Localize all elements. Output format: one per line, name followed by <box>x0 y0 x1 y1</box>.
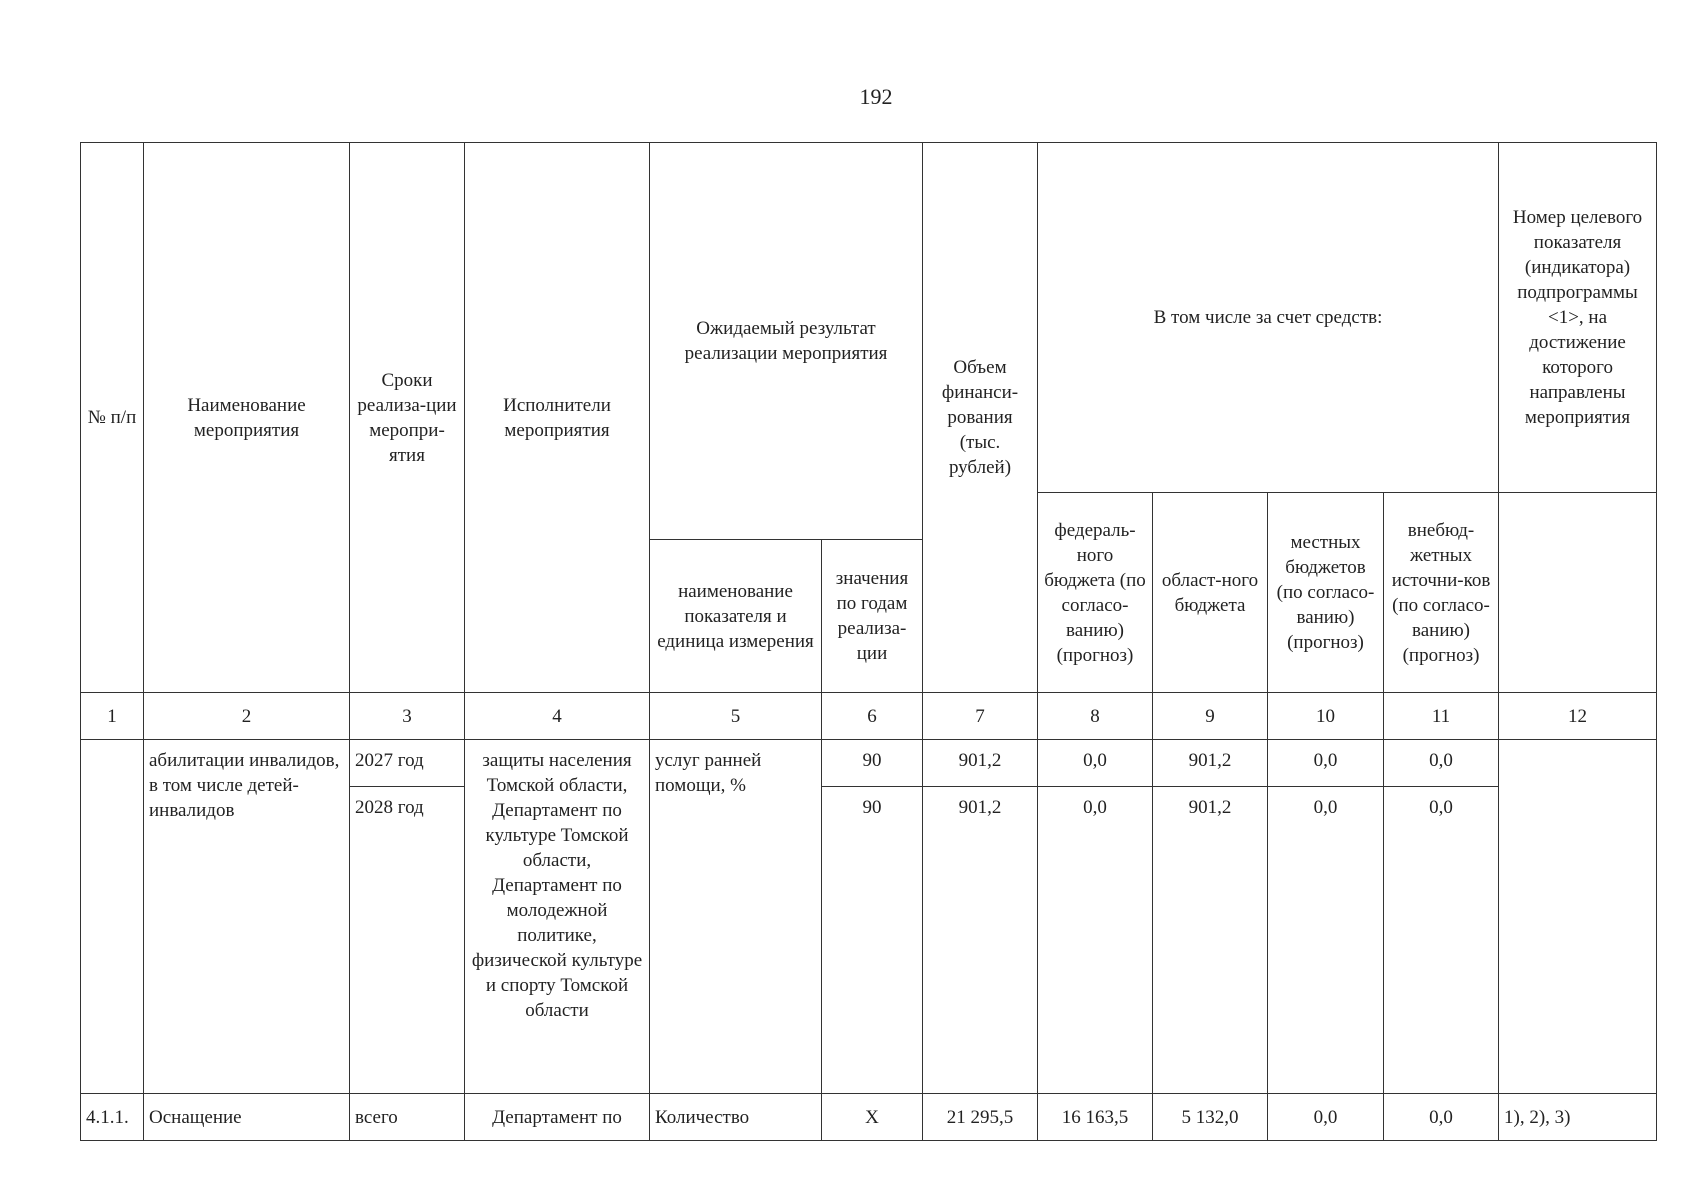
column-number: 12 <box>1499 693 1657 740</box>
header-executors: Исполнители мероприятия <box>465 143 650 693</box>
local-cell: 0,0 <box>1268 740 1384 787</box>
extrabudget-cell: 0,0 <box>1384 1094 1499 1141</box>
column-number: 7 <box>923 693 1038 740</box>
activity-name: Оснащение <box>144 1094 350 1141</box>
regional-cell: 901,2 <box>1153 740 1268 787</box>
table-row <box>81 1094 1657 1141</box>
extrabudget-cell: 0,0 <box>1384 740 1499 787</box>
header-expected-result: Ожидаемый результат реализации мероприятия <box>650 143 923 540</box>
column-number: 8 <box>1038 693 1153 740</box>
column-number: 6 <box>822 693 923 740</box>
term-cell: всего <box>350 1094 465 1141</box>
header-funding: Объем финанси-рования (тыс. рублей) <box>923 143 1038 693</box>
header-values-by-year: значения по годам реализа-ции <box>822 540 923 693</box>
column-number: 10 <box>1268 693 1384 740</box>
federal-cell: 16 163,5 <box>1038 1094 1153 1141</box>
column-number: 4 <box>465 693 650 740</box>
federal-cell: 0,0 <box>1038 787 1153 1094</box>
regional-cell: 901,2 <box>1153 787 1268 1094</box>
block-indicator: услуг ранней помощи, % <box>650 740 822 1094</box>
target-cell: 1), 2), 3) <box>1499 1094 1657 1141</box>
value-cell: 90 <box>822 787 923 1094</box>
column-number: 3 <box>350 693 465 740</box>
header-local: местных бюджетов (по согласо-ванию) (прогноз) <box>1268 493 1384 693</box>
regional-cell: 5 132,0 <box>1153 1094 1268 1141</box>
column-number: 1 <box>81 693 144 740</box>
column-number: 5 <box>650 693 822 740</box>
funding-cell: 901,2 <box>923 740 1038 787</box>
year-cell: 2028 год <box>350 787 465 1094</box>
table-row <box>81 740 1657 787</box>
federal-cell: 0,0 <box>1038 740 1153 787</box>
local-cell: 0,0 <box>1268 1094 1384 1141</box>
header-target-blank <box>1499 493 1657 693</box>
header-terms: Сроки реализа-ции меропри-ятия <box>350 143 465 693</box>
indicator-cell: Количество <box>650 1094 822 1141</box>
page-number: 192 <box>859 84 893 109</box>
executor-cell: Департамент по <box>465 1094 650 1141</box>
column-numbers-row <box>81 693 1657 740</box>
program-activities-table <box>80 142 1657 1141</box>
header-name: Наименование мероприятия <box>144 143 350 693</box>
column-number: 9 <box>1153 693 1268 740</box>
header-indicator-name: наименование показателя и единица измерения <box>650 540 822 693</box>
column-number: 2 <box>144 693 350 740</box>
column-number: 11 <box>1384 693 1499 740</box>
header-including: В том числе за счет средств: <box>1038 143 1499 493</box>
year-cell: 2027 год <box>350 740 465 787</box>
header-num: № п/п <box>81 143 144 693</box>
value-cell: 90 <box>822 740 923 787</box>
block-num-cell <box>81 740 144 1094</box>
header-federal: федераль-ного бюджета (по согласо-ванию) (прогноз) <box>1038 493 1153 693</box>
value-cell: Х <box>822 1094 923 1141</box>
row-number: 4.1.1. <box>81 1094 144 1141</box>
local-cell: 0,0 <box>1268 787 1384 1094</box>
header-target-number: Номер целевого показателя (индикатора) подпрограммы <1>, на достижение которого направлены мероприятия <box>1499 143 1657 493</box>
funding-cell: 21 295,5 <box>923 1094 1038 1141</box>
header-regional: област-ного бюджета <box>1153 493 1268 693</box>
extrabudget-cell: 0,0 <box>1384 787 1499 1094</box>
funding-cell: 901,2 <box>923 787 1038 1094</box>
block-activity-name: абилитации инвалидов, в том числе детей-инвалидов <box>144 740 350 1094</box>
block-target-cell <box>1499 740 1657 1094</box>
block-executors: защиты населения Томской области, Департамент по культуре Томской области, Департамент по молодежной политике, физической культуре и спорту Томской области <box>465 740 650 1094</box>
header-extrabudget: внебюд-жетных источни-ков (по согласо-ванию) (прогноз) <box>1384 493 1499 693</box>
